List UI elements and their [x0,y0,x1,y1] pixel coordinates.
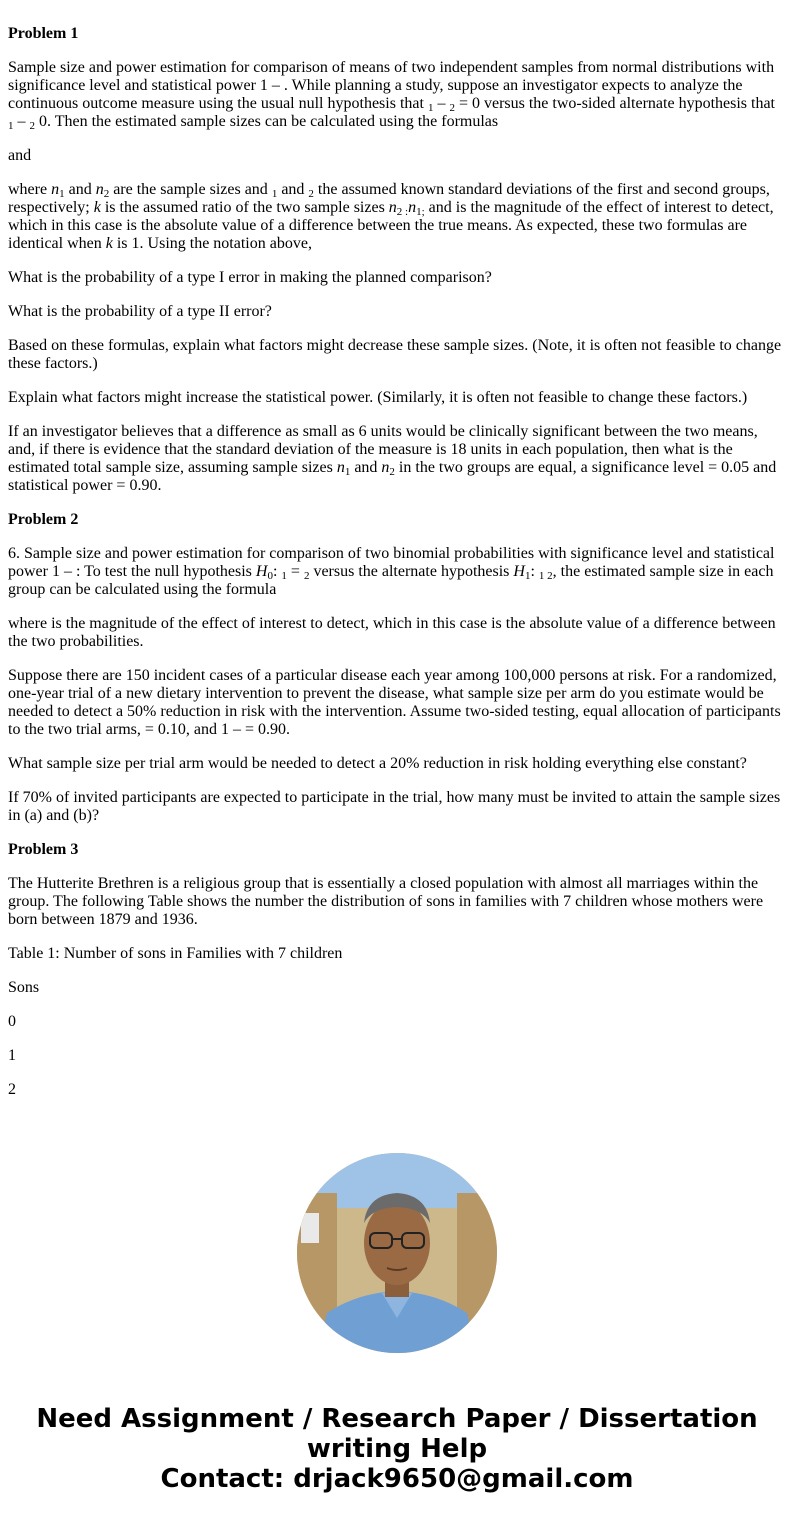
problem-3-heading: Problem 3 [8,841,79,858]
banner-contact-email: Contact: drjack9650@gmail.com [160,1464,634,1494]
problem-1-intro: Sample size and power estimation for comparison of means of two independent samples from normal distributions with significance level and statistical power 1 – . While planning a study, suppose an investigator expects to analyze the continuous outcome measure using the usual null hypothesis that $_1$ – $_2$ = 0 versus the two-sided alternate hypothesis that $_1$ – $_2$ 0. Then the estimated sample sizes can be calculated using the formulas [8,59,775,132]
author-avatar [297,1153,497,1353]
table-caption: Table 1: Number of sons in Families with 7 children [8,945,343,962]
question-2c: If 70% of invited participants are expected to participate in the trial, how many must be invited to attain the sample sizes in (a) and (b)? [8,789,781,824]
question-1e: If an investigator believes that a difference as small as 6 units would be clinically significant between the two means, and, if there is evidence that the standard deviation of the measure is 18 units in each population, then what is the estimated total sample size, assuming sample sizes $n_1$ and $n_2$ in the two groups are equal, a significance level = 0.05 and statistical power = 0.90. [8,423,777,494]
problem-1-notation: where $n_1$ and $n_2$ are the sample sizes and $_1$ and $_2$ the assumed known standard deviations of the first and second groups, respectively; k is the assumed ratio of the two sample sizes $n_2$ $_:n_{1;}$ and is the magnitude of the effect of interest to detect, which in this case is the absolute value of a difference between the true means. As expected, these two formulas are identical when k is 1. Using the notation above, [8,181,774,252]
problem-1-heading: Problem 1 [8,25,79,42]
question-1a: What is the probability of a type I error in making the planned comparison? [8,269,492,286]
banner-line-1: Need Assignment / Research Paper / Dissertation [36,1404,758,1434]
and-text: and [8,147,32,164]
problem-2-where: where is the magnitude of the effect of interest to detect, which in this case is the absolute value of a difference between the two probabilities. [8,615,776,650]
question-1d: Explain what factors might increase the statistical power. (Similarly, it is often not feasible to change these factors.) [8,389,748,406]
problem-3-intro: The Hutterite Brethren is a religious group that is essentially a closed population with almost all marriages within the group. The following Table shows the number the distribution of sons in families with 7 children whose mothers were born between 1879 and 1936. [8,875,764,928]
problem-2-intro: 6. Sample size and power estimation for comparison of two binomial probabilities with significance level and statistical power 1 – : To test the null hypothesis $H_0$: $_1$ = $_2$ versus the alternate hypothesis $H_1$: $_1$ $_2$, the estimated sample size in each group can be calculated using the formula [8,545,775,598]
contact-banner [0,1404,794,1494]
table-header-sons: Sons [8,979,40,996]
question-2a: Suppose there are 150 incident cases of a particular disease each year among 100,000 persons at risk. For a randomized, one-year trial of a new dietary intervention to prevent the disease, what sample size per arm do you estimate would be needed to detect a 50% reduction in risk with the intervention. Assume two-sided testing, equal allocation of participants to the two trial arms, = 0.10, and 1 – = 0.90. [8,667,781,738]
author-portrait [297,1153,497,1353]
table-row: 2 [8,1081,16,1098]
table-row: 1 [8,1047,16,1064]
question-1b: What is the probability of a type II error? [8,303,272,320]
document-body [8,25,784,1115]
table-row: 0 [8,1013,16,1030]
problem-2-heading: Problem 2 [8,511,79,528]
question-1c: Based on these formulas, explain what factors might decrease these sample sizes. (Note, it is often not feasible to change these factors.) [8,337,782,372]
banner-line-2: writing Help [306,1434,488,1464]
question-2b: What sample size per trial arm would be needed to detect a 20% reduction in risk holding everything else constant? [8,755,747,772]
